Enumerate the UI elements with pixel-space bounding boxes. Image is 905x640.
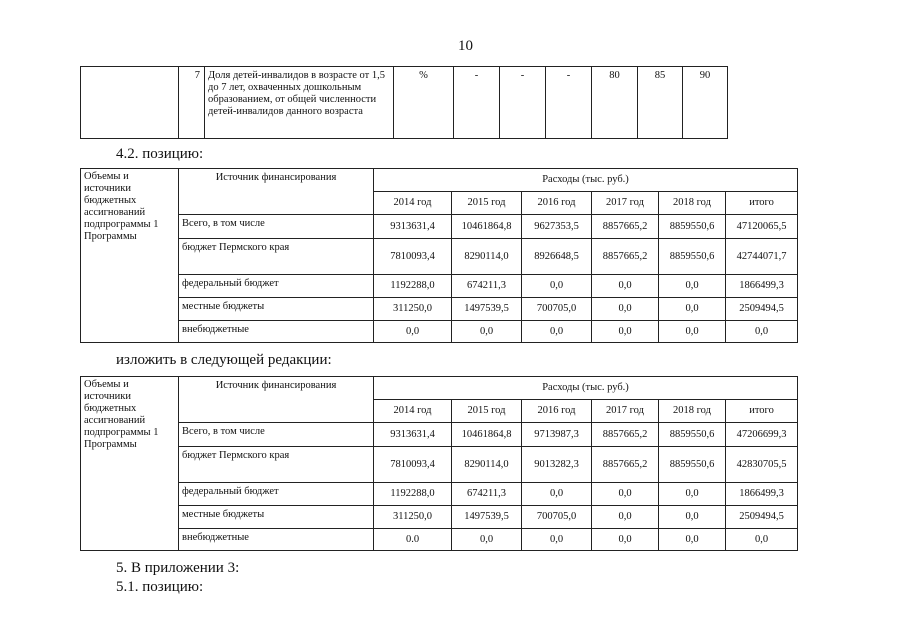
value-cell: 311250,0 — [374, 506, 452, 529]
value-cell: 0,0 — [522, 529, 592, 551]
year-header: 2017 год — [592, 400, 659, 423]
table-row — [81, 423, 798, 447]
indicator-number: 7 — [179, 67, 205, 139]
year-header: 2016 год — [522, 192, 592, 215]
indicator-value: 85 — [638, 67, 683, 139]
total-header: итого — [726, 192, 798, 215]
indicator-value: - — [454, 67, 500, 139]
source-cell: Всего, в том числе — [179, 423, 374, 447]
value-cell: 0,0 — [659, 298, 726, 321]
value-cell: 47120065,5 — [726, 215, 798, 239]
section-heading-5: 5. В приложении 3: — [116, 560, 240, 576]
value-cell: 0,0 — [659, 483, 726, 506]
indicator-row — [81, 67, 728, 139]
indicator-value: - — [500, 67, 546, 139]
value-cell: 0,0 — [659, 275, 726, 298]
source-cell: местные бюджеты — [179, 298, 374, 321]
table-row — [81, 506, 798, 529]
year-header: 2015 год — [452, 192, 522, 215]
value-cell: 7810093,4 — [374, 239, 452, 275]
section-heading-5-1: 5.1. позицию: — [116, 579, 204, 595]
year-header: 2016 год — [522, 400, 592, 423]
table-row — [81, 215, 798, 239]
year-header: 2014 год — [374, 400, 452, 423]
value-cell: 10461864,8 — [452, 215, 522, 239]
value-cell: 674211,3 — [452, 275, 522, 298]
value-cell: 0,0 — [592, 321, 659, 343]
indicator-name: Доля детей-инвалидов в возрасте от 1,5 до 7 лет, охваченных дошкольным образованием, от общей численности детей-инвалидов данного возраста — [205, 67, 394, 139]
value-cell: 0,0 — [592, 275, 659, 298]
value-cell: 8859550,6 — [659, 239, 726, 275]
value-cell: 1192288,0 — [374, 483, 452, 506]
source-header: Источник финансирования — [179, 169, 374, 215]
value-cell: 8857665,2 — [592, 215, 659, 239]
value-cell: 9627353,5 — [522, 215, 592, 239]
source-cell: федеральный бюджет — [179, 483, 374, 506]
year-header: 2015 год — [452, 400, 522, 423]
value-cell: 42830705,5 — [726, 447, 798, 483]
table-row — [81, 321, 798, 343]
value-cell: 0,0 — [452, 529, 522, 551]
value-cell: 0,0 — [592, 483, 659, 506]
expenses-header: Расходы (тыс. руб.) — [374, 377, 798, 400]
indicator-table — [80, 66, 728, 139]
value-cell: 47206699,3 — [726, 423, 798, 447]
budget-label: Объемы и источники бюджетных ассигнований подпрограммы 1 Программы — [81, 169, 179, 343]
value-cell: 0,0 — [659, 506, 726, 529]
value-cell: 2509494,5 — [726, 298, 798, 321]
value-cell: 0,0 — [522, 483, 592, 506]
expenses-header: Расходы (тыс. руб.) — [374, 169, 798, 192]
value-cell: 9313631,4 — [374, 423, 452, 447]
section-heading-redaction: изложить в следующей редакции: — [116, 352, 332, 368]
value-cell: 9713987,3 — [522, 423, 592, 447]
value-cell: 9313631,4 — [374, 215, 452, 239]
value-cell: 700705,0 — [522, 506, 592, 529]
value-cell: 1866499,3 — [726, 275, 798, 298]
value-cell: 1192288,0 — [374, 275, 452, 298]
value-cell: 0,0 — [452, 321, 522, 343]
page-number: 10 — [458, 38, 473, 54]
table-row — [81, 483, 798, 506]
value-cell: 8857665,2 — [592, 239, 659, 275]
value-cell: 8859550,6 — [659, 215, 726, 239]
source-header: Источник финансирования — [179, 377, 374, 423]
value-cell: 0,0 — [726, 321, 798, 343]
section-heading-4-2: 4.2. позицию: — [116, 146, 204, 162]
value-cell: 8859550,6 — [659, 423, 726, 447]
budget-label: Объемы и источники бюджетных ассигнований подпрограммы 1 Программы — [81, 377, 179, 551]
source-cell: бюджет Пермского края — [179, 447, 374, 483]
indicator-blank-cell — [81, 67, 179, 139]
year-header: 2014 год — [374, 192, 452, 215]
year-header: 2017 год — [592, 192, 659, 215]
source-cell: федеральный бюджет — [179, 275, 374, 298]
value-cell: 0,0 — [659, 529, 726, 551]
source-cell: бюджет Пермского края — [179, 239, 374, 275]
table-row — [81, 447, 798, 483]
value-cell: 700705,0 — [522, 298, 592, 321]
budget-table-new — [80, 376, 798, 551]
indicator-value: 90 — [683, 67, 728, 139]
total-header: итого — [726, 400, 798, 423]
value-cell: 8859550,6 — [659, 447, 726, 483]
source-cell: внебюджетные — [179, 321, 374, 343]
value-cell: 8857665,2 — [592, 447, 659, 483]
value-cell: 674211,3 — [452, 483, 522, 506]
source-cell: местные бюджеты — [179, 506, 374, 529]
indicator-value: 80 — [592, 67, 638, 139]
value-cell: 0,0 — [592, 529, 659, 551]
table-row — [81, 275, 798, 298]
year-header: 2018 год — [659, 192, 726, 215]
value-cell: 8290114,0 — [452, 239, 522, 275]
value-cell: 0,0 — [592, 506, 659, 529]
value-cell: 0.0 — [374, 529, 452, 551]
value-cell: 0,0 — [374, 321, 452, 343]
value-cell: 9013282,3 — [522, 447, 592, 483]
value-cell: 0,0 — [726, 529, 798, 551]
value-cell: 0,0 — [592, 298, 659, 321]
value-cell: 8857665,2 — [592, 423, 659, 447]
value-cell: 8290114,0 — [452, 447, 522, 483]
indicator-unit: % — [394, 67, 454, 139]
source-cell: Всего, в том числе — [179, 215, 374, 239]
value-cell: 311250,0 — [374, 298, 452, 321]
value-cell: 8926648,5 — [522, 239, 592, 275]
source-cell: внебюджетные — [179, 529, 374, 551]
table-row — [81, 529, 798, 551]
value-cell: 42744071,7 — [726, 239, 798, 275]
value-cell: 1497539,5 — [452, 298, 522, 321]
value-cell: 7810093,4 — [374, 447, 452, 483]
value-cell: 2509494,5 — [726, 506, 798, 529]
value-cell: 1497539,5 — [452, 506, 522, 529]
value-cell: 0,0 — [659, 321, 726, 343]
value-cell: 0,0 — [522, 321, 592, 343]
value-cell: 10461864,8 — [452, 423, 522, 447]
indicator-value: - — [546, 67, 592, 139]
table-row — [81, 239, 798, 275]
year-header: 2018 год — [659, 400, 726, 423]
budget-table-old — [80, 168, 798, 343]
value-cell: 1866499,3 — [726, 483, 798, 506]
value-cell: 0,0 — [522, 275, 592, 298]
table-row — [81, 298, 798, 321]
